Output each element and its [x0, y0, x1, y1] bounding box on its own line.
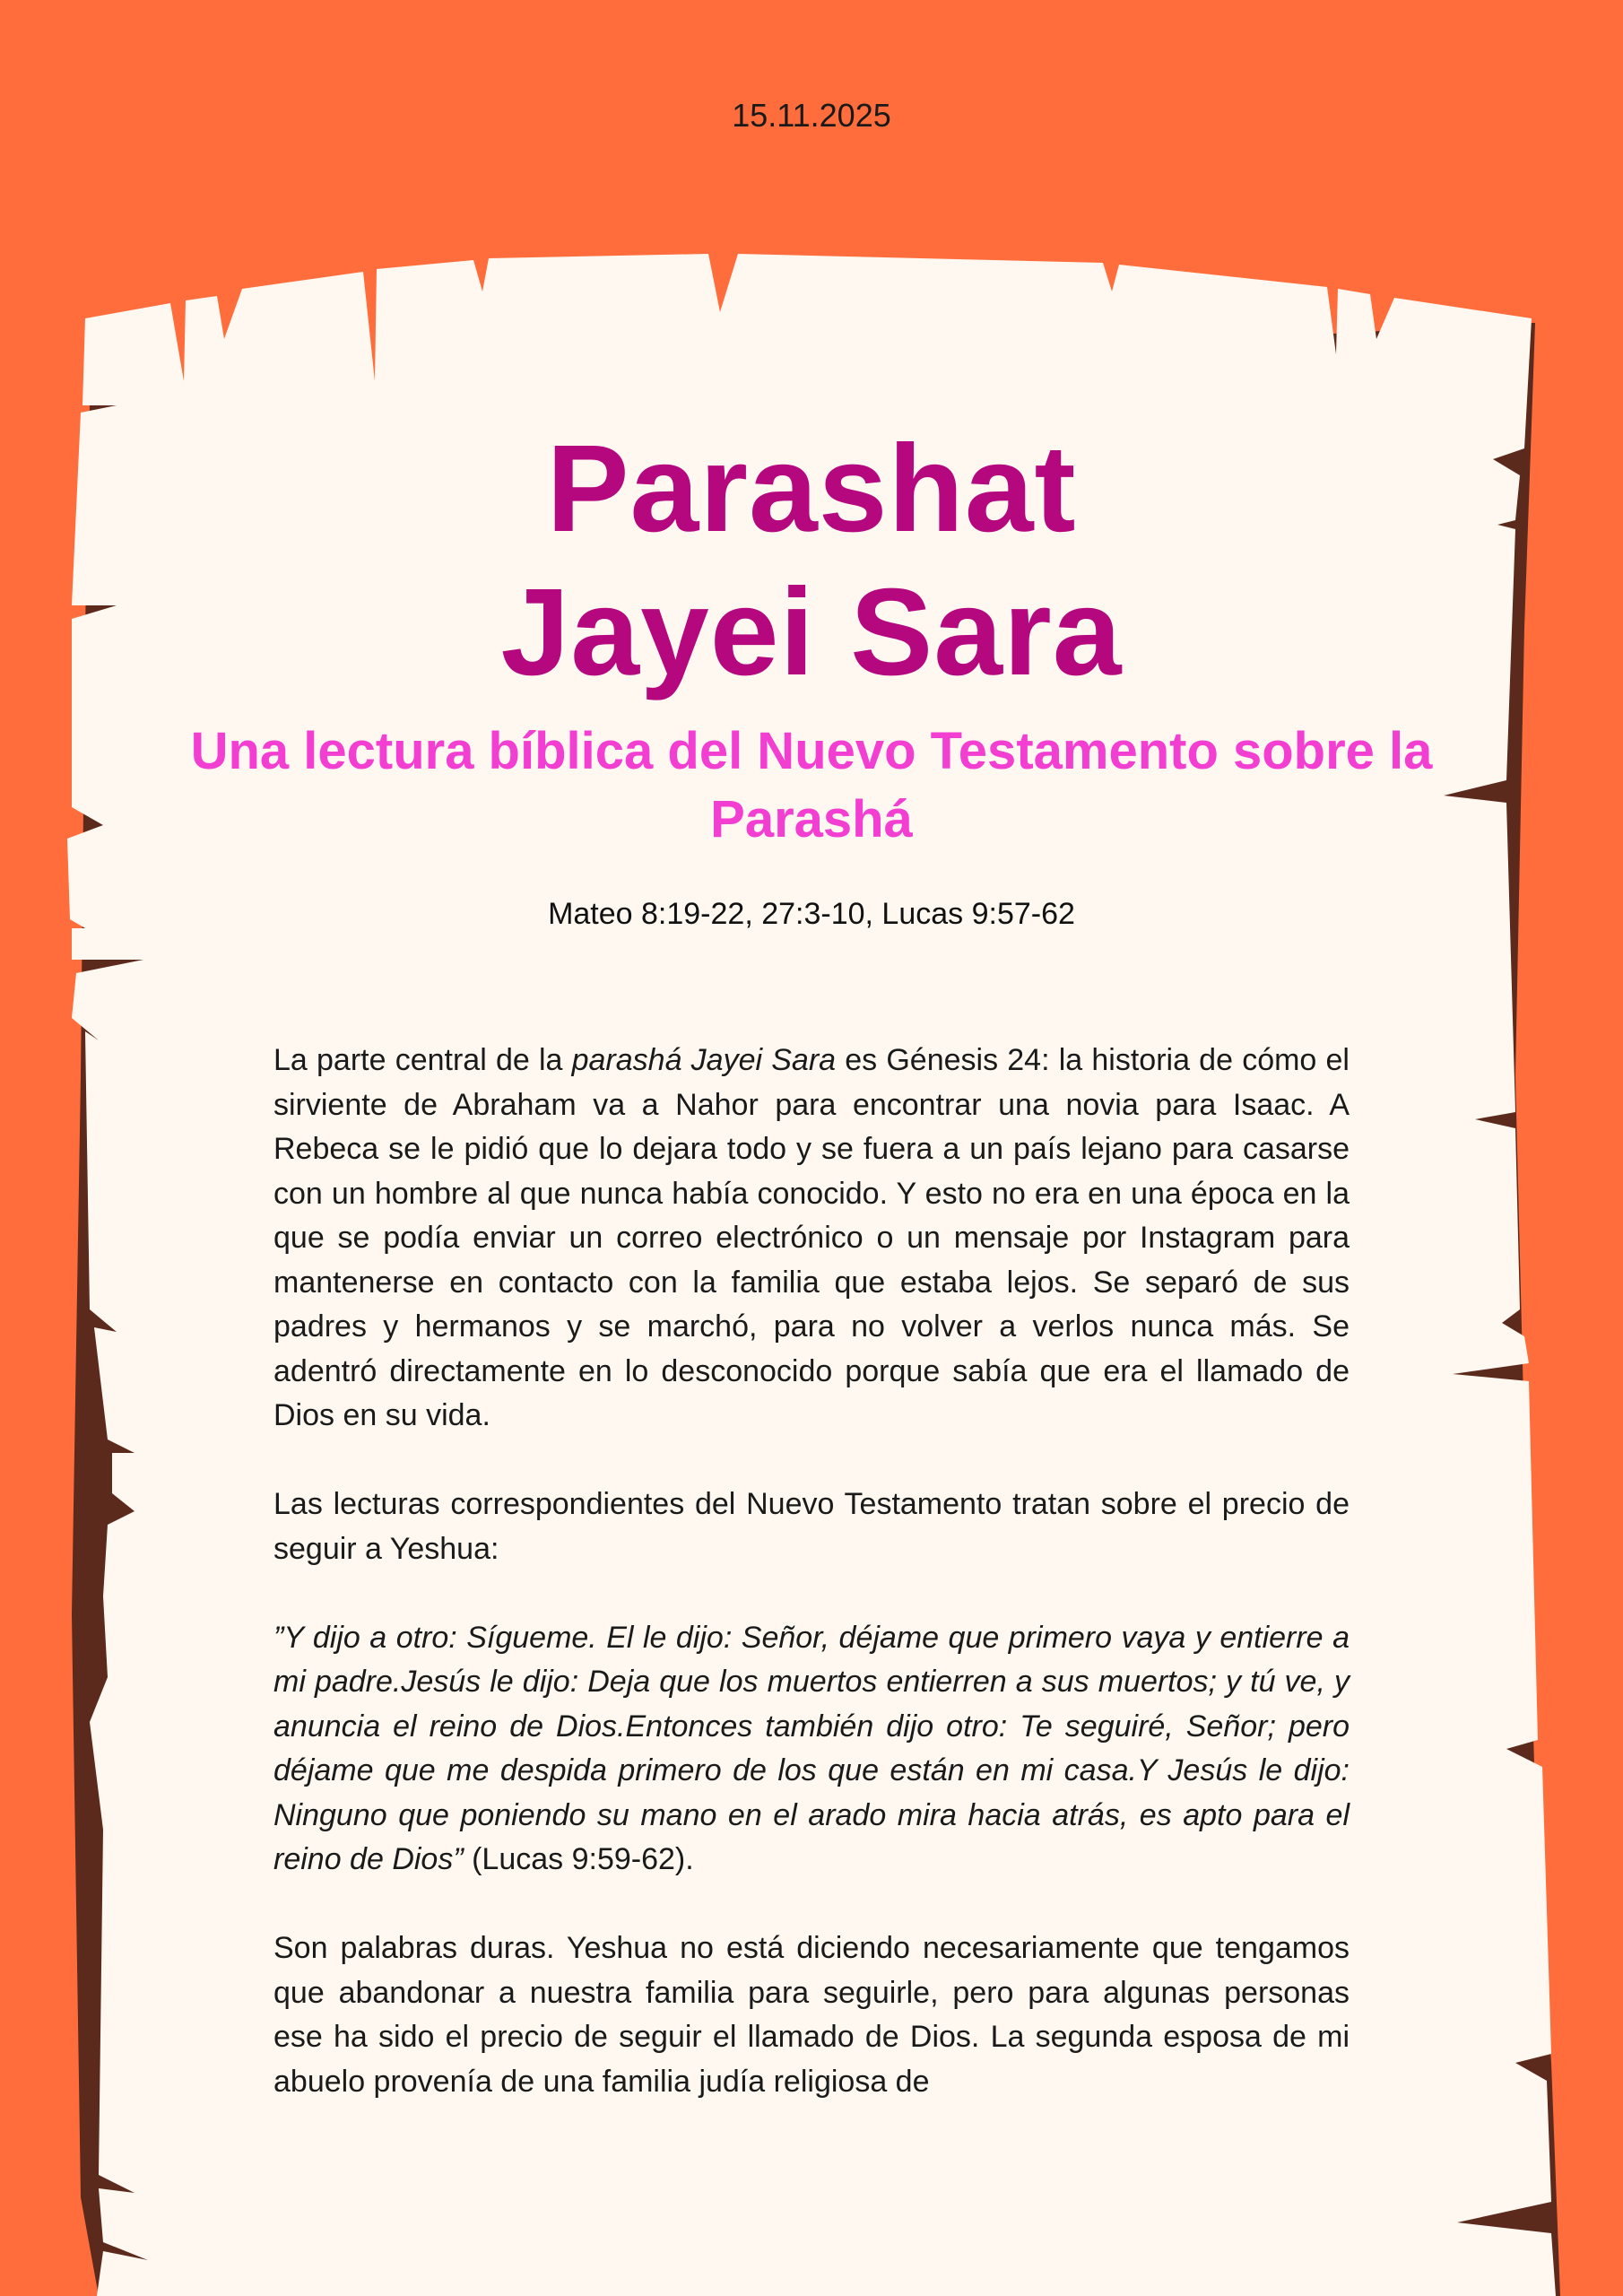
emphasis-text: parashá Jayei Sara	[571, 1043, 837, 1077]
text: La parte central de la	[273, 1043, 572, 1077]
paragraph-2: Las lecturas correspondientes del Nuevo Testamento tratan sobre el precio de seguir a Yeshua:	[273, 1487, 1350, 1566]
quote-paragraph	[273, 1616, 1350, 1883]
quote-reference: (Lucas 9:59-62).	[463, 1842, 694, 1876]
text: es Génesis 24: la historia de cómo el sirviente de Abraham va a Nahor para encontrar una novia para Isaac. A Rebeca se le pidió que lo dejara todo y se fuera a un país lejano para casarse con un hombre al que nunca había conocido. Y esto no era en una época en la que se podía enviar un correo electrónico o un mensaje por Instagram para mantenerse en contacto con la familia que estaba lejos. Se separó de sus padres y hermanos y se marchó, para no volver a verlos nunca más. Se adentró directamente en lo desconocido porque sabía que era el llamado de Dios en su vida.	[273, 1043, 1350, 1432]
scripture-references: Mateo 8:19-22, 27:3-10, Lucas 9:57-62	[548, 897, 1075, 931]
title-line-2: Jayei Sara	[500, 563, 1123, 701]
page-title	[0, 417, 1623, 704]
quote-text: ”Y dijo a otro: Sígueme. El le dijo: Señor, déjame que primero vaya y entierre a mi padre.Jesús le dijo: Deja que los muertos entierren a sus muertos; y tú ve, y anuncia el reino de Dios.Entonces también dijo otro: Te seguiré, Señor; pero déjame que me despida primero de los que están en mi casa.Y Jesús le dijo: Ninguno que poniendo su mano en el arado mira hacia atrás, es apto para el reino de Dios”	[273, 1620, 1350, 1876]
page-subtitle: Una lectura bíblica del Nuevo Testamento sobre la Parashá	[190, 722, 1433, 848]
paragraph-4: Son palabras duras. Yeshua no está diciendo necesariamente que tengamos que abandonar a nuestra familia para seguirle, pero para algunas personas ese ha sido el precio de seguir el llamado de Dios. La segunda esposa de mi abuelo provenía de una familia judía religiosa de	[273, 1931, 1350, 2099]
date-label: 15.11.2025	[732, 97, 891, 134]
title-line-1: Parashat	[546, 420, 1077, 558]
article-body	[273, 1039, 1350, 2149]
paragraph-1	[273, 1039, 1350, 1439]
